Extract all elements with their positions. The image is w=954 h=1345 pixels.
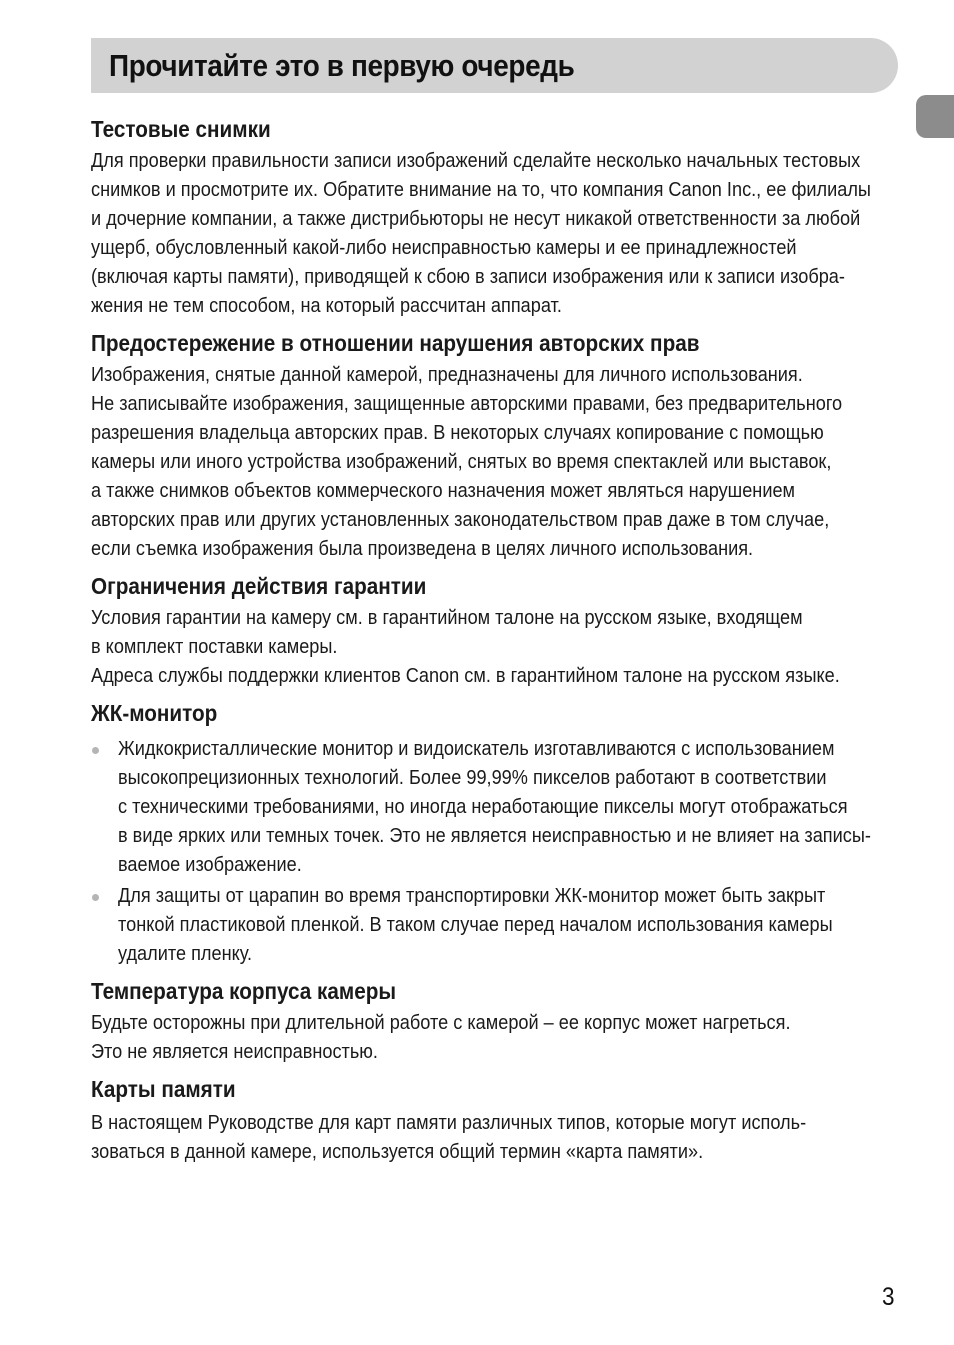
paragraph-line: и дочерние компании, а также дистрибьюторы не несут никакой ответственности за любой [91,207,861,230]
section-heading: Карты памяти [91,1076,236,1102]
section-test-shots [91,112,899,320]
page-number: 3 [882,1283,895,1311]
bullet-item [91,734,899,879]
section-heading: Ограничения действия гарантии [91,573,427,599]
section-copyright [91,326,899,563]
paragraph-line: авторских прав или других установленных законодательством прав даже в том случае, [91,508,830,531]
paragraph-line: В настоящем Руководстве для карт памяти различных типов, которые могут исполь- [91,1111,807,1134]
page-title-bar [91,38,898,93]
section-heading: Предостережение в отношении нарушения авторских прав [91,330,700,356]
paragraph-line: Не записывайте изображения, защищенные авторскими правами, без предварительного [91,392,843,415]
document-body [91,112,899,1166]
section-heading: ЖК-монитор [91,700,218,726]
bullet-line: тонкой пластиковой пленкой. В таком случае перед началом использования камеры [118,913,833,936]
paragraph-line: Будьте осторожны при длительной работе с камерой – ее корпус может нагреться. [91,1011,791,1034]
paragraph-line: Для проверки правильности записи изображений сделайте несколько начальных тестовых [91,149,861,172]
bullet-line: удалите пленку. [118,942,253,965]
paragraph-line: разрешения владельца авторских прав. В некоторых случаях копирование с помощью [91,421,824,444]
bullet-dot [92,894,99,901]
bullet-line: Жидкокристаллические монитор и видоискатель изготавливаются с использованием [118,737,835,760]
section-lcd-monitor [91,696,899,968]
paragraph-line: жения не тем способом, на который рассчитан аппарат. [91,294,562,317]
section-tab-marker [916,95,954,138]
paragraph-line: зоваться в данной камере, используется общий термин «карта памяти». [91,1140,704,1163]
bullet-line: Для защиты от царапин во время транспортировки ЖК-монитор может быть закрыт [118,884,826,907]
paragraph-line: Это не является неисправностью. [91,1040,378,1063]
paragraph-line: (включая карты памяти), приводящей к сбою в записи изображения или к записи изобра- [91,265,845,288]
bullet-line: с техническими требованиями, но иногда неработающие пикселы могут отображаться [118,795,848,818]
bullet-line: ваемое изображение. [118,853,302,876]
section-warranty [91,569,899,690]
paragraph-line: в комплект поставки камеры. [91,635,338,658]
page-title: Прочитайте это в первую очередь [109,47,575,83]
bullet-dot [92,747,99,754]
section-memory-cards [91,1072,899,1166]
paragraph-line: Условия гарантии на камеру см. в гарантийном талоне на русском языке, входящем [91,606,803,629]
bullet-line: в виде ярких или темных точек. Это не является неисправностью и не влияет на записы- [118,824,871,847]
paragraph-line: а также снимков объектов коммерческого назначения может являться нарушением [91,479,796,502]
section-heading: Тестовые снимки [91,116,271,142]
paragraph-line: если съемка изображения была произведена в целях личного использования. [91,537,754,560]
paragraph-line: Адреса службы поддержки клиентов Canon см. в гарантийном талоне на русском языке. [91,664,840,687]
paragraph-line: ущерб, обусловленный какой-либо неисправностью камеры и ее принадлежностей [91,236,797,259]
bullet-item [91,881,899,968]
section-heading: Температура корпуса камеры [91,978,397,1004]
bullet-line: высокопрецизионных технологий. Более 99,99% пикселов работают в соответствии [118,766,827,789]
paragraph-line: снимков и просмотрите их. Обратите внимание на то, что компания Canon Inc., ее филиалы [91,178,871,201]
paragraph-line: Изображения, снятые данной камерой, предназначены для личного использования. [91,363,803,386]
paragraph-line: камеры или иного устройства изображений, снятых во время спектаклей или выставок, [91,450,832,473]
section-body-temperature [91,974,899,1066]
